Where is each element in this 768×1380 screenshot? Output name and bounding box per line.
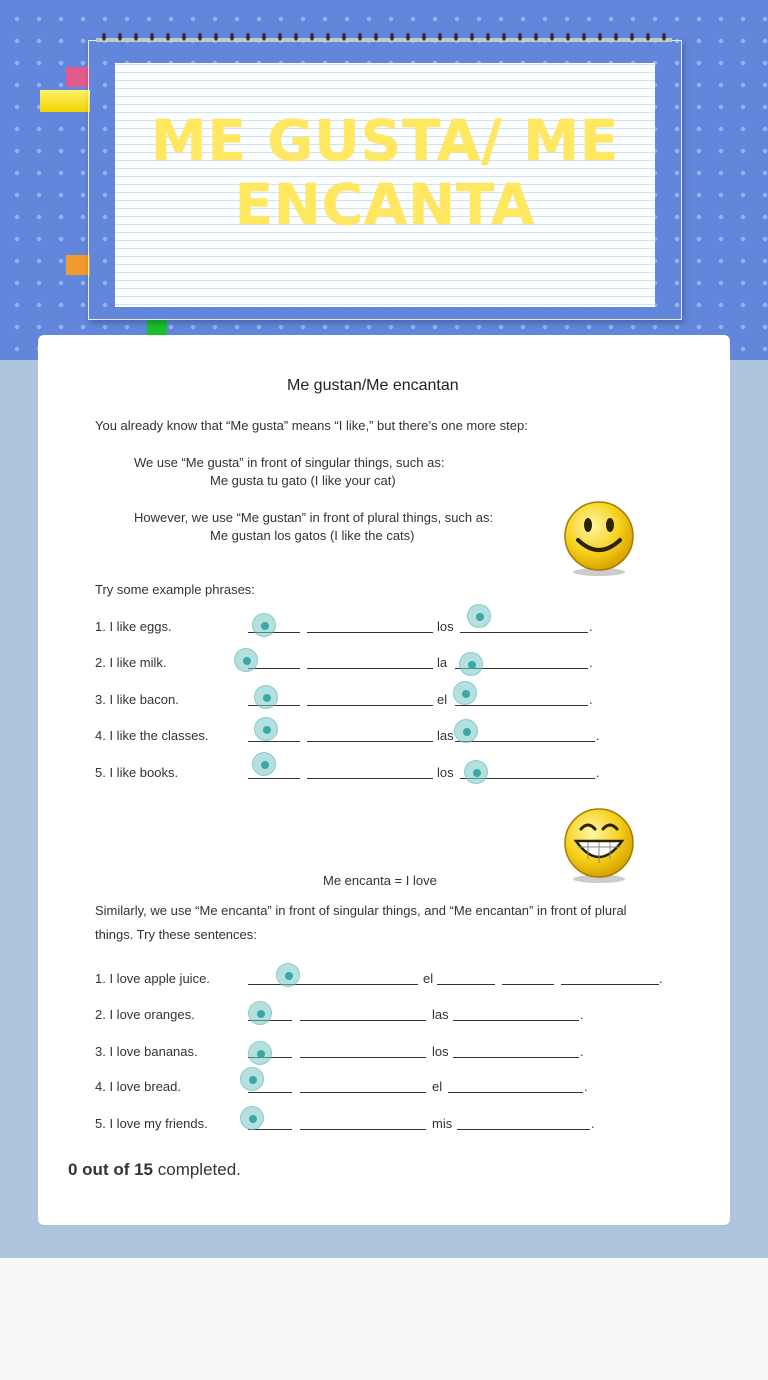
- gustar-item-3-blank-2: [307, 705, 433, 706]
- gustar-item-4-blank-1: [248, 741, 300, 742]
- encantar-item-5-prompt: 5. I love my friends.: [95, 1116, 208, 1131]
- singular-example-text: Me gusta tu gato (I like your cat): [210, 473, 396, 488]
- answer-dropzone[interactable]: [252, 752, 276, 776]
- answer-dropzone[interactable]: [234, 648, 258, 672]
- gustar-item-1-prompt: 1. I like eggs.: [95, 619, 172, 634]
- gustar-item-4-blank-3: [455, 741, 595, 742]
- encantar-item-4-article: el: [432, 1079, 443, 1094]
- encantar-item-3-article: los: [432, 1044, 449, 1059]
- gustar-item-5-prompt: 5. I like books.: [95, 765, 179, 780]
- encantar-item-3-period: .: [580, 1044, 584, 1059]
- answer-dropzone[interactable]: [240, 1067, 264, 1091]
- plural-example-text: Me gustan los gatos (I like the cats): [210, 528, 415, 543]
- encantar-item-1-blank-4: [561, 984, 659, 985]
- smiley-face-icon: [562, 500, 636, 578]
- answer-dropzone[interactable]: [254, 717, 278, 741]
- encanta-intro-line-1: Similarly, we use “Me encanta” in front of singular things, and “Me encantan” in front of plural: [95, 903, 627, 918]
- singular-rule-text: We use “Me gusta” in front of singular things, such as:: [134, 455, 445, 470]
- encantar-item-5-period: .: [591, 1116, 595, 1131]
- encantar-item-4-blank-2: [300, 1092, 426, 1093]
- encantar-item-2-article: las: [432, 1007, 449, 1022]
- notebook-spiral: [96, 28, 672, 50]
- grinning-face-icon: [562, 807, 636, 885]
- encantar-item-2-blank-2: [300, 1020, 426, 1021]
- gustar-item-4-period: .: [596, 728, 600, 743]
- answer-dropzone[interactable]: [464, 760, 488, 784]
- try-heading: Try some example phrases:: [95, 582, 255, 597]
- gustar-item-1-blank-3: [460, 632, 588, 633]
- gustar-item-4-article: las: [437, 728, 454, 743]
- encantar-item-5-article: mis: [432, 1116, 453, 1131]
- gustar-item-2-blank-1: [248, 668, 300, 669]
- answer-dropzone[interactable]: [240, 1106, 264, 1130]
- encantar-item-3-prompt: 3. I love bananas.: [95, 1044, 198, 1059]
- encantar-item-2-period: .: [580, 1007, 584, 1022]
- completion-status: [68, 1160, 241, 1180]
- encantar-item-4-blank-3: [448, 1092, 583, 1093]
- gustar-item-5-blank-2: [307, 778, 433, 779]
- completion-count: 0 out of 15: [68, 1160, 154, 1179]
- answer-dropzone[interactable]: [248, 1041, 272, 1065]
- answer-dropzone[interactable]: [459, 652, 483, 676]
- intro-text: You already know that “Me gusta” means “I like,” but there’s one more step:: [95, 418, 528, 433]
- gustar-item-1-article: los: [437, 619, 454, 634]
- answer-dropzone[interactable]: [252, 613, 276, 637]
- encantar-item-2-prompt: 2. I love oranges.: [95, 1007, 195, 1022]
- encantar-item-5-blank-3: [457, 1129, 590, 1130]
- gustar-item-3-blank-3: [455, 705, 588, 706]
- encantar-item-1-article: el: [423, 971, 434, 986]
- encanta-heading: Me encanta = I love: [323, 873, 437, 888]
- gustar-item-4-prompt: 4. I like the classes.: [95, 728, 209, 743]
- gustar-item-1-period: .: [589, 619, 593, 634]
- notebook-tab-pink: [66, 67, 90, 87]
- encanta-intro-line-2: things. Try these sentences:: [95, 927, 257, 942]
- encantar-item-1-blank-3: [502, 984, 554, 985]
- encantar-item-4-prompt: 4. I love bread.: [95, 1079, 181, 1094]
- worksheet-heading: Me gustan/Me encantan: [287, 377, 459, 394]
- encantar-item-1-prompt: 1. I love apple juice.: [95, 971, 210, 986]
- notebook-tab-yellow: [40, 90, 90, 112]
- answer-dropzone[interactable]: [467, 604, 491, 628]
- answer-dropzone[interactable]: [454, 719, 478, 743]
- gustar-item-5-article: los: [437, 765, 454, 780]
- gustar-item-5-period: .: [596, 765, 600, 780]
- worksheet-title: ME GUSTA/ ME ENCANTA: [150, 109, 620, 238]
- gustar-item-5-blank-1: [248, 778, 300, 779]
- gustar-item-4-blank-2: [307, 741, 433, 742]
- gustar-item-2-prompt: 2. I like milk.: [95, 655, 167, 670]
- gustar-item-3-article: el: [437, 692, 448, 707]
- gustar-item-3-period: .: [589, 692, 593, 707]
- encantar-item-3-blank-3: [453, 1057, 579, 1058]
- encantar-item-2-blank-3: [453, 1020, 579, 1021]
- completion-suffix: completed.: [153, 1160, 241, 1179]
- answer-dropzone[interactable]: [453, 681, 477, 705]
- encantar-item-3-blank-2: [300, 1057, 426, 1058]
- gustar-item-2-article: la: [437, 655, 448, 670]
- encantar-item-4-period: .: [584, 1079, 588, 1094]
- gustar-item-1-blank-2: [307, 632, 433, 633]
- encantar-item-4-blank-1: [248, 1092, 292, 1093]
- answer-dropzone[interactable]: [254, 685, 278, 709]
- gustar-item-2-blank-2: [307, 668, 433, 669]
- answer-dropzone[interactable]: [276, 963, 300, 987]
- gustar-item-2-period: .: [589, 655, 593, 670]
- notebook-tab-orange: [66, 255, 90, 275]
- gustar-item-3-prompt: 3. I like bacon.: [95, 692, 179, 707]
- encantar-item-1-blank-1: [248, 984, 418, 985]
- encantar-item-5-blank-2: [300, 1129, 426, 1130]
- encantar-item-1-blank-2: [437, 984, 495, 985]
- encantar-item-1-period: .: [659, 971, 663, 986]
- answer-dropzone[interactable]: [248, 1001, 272, 1025]
- plural-rule-text: However, we use “Me gustan” in front of plural things, such as:: [134, 510, 494, 525]
